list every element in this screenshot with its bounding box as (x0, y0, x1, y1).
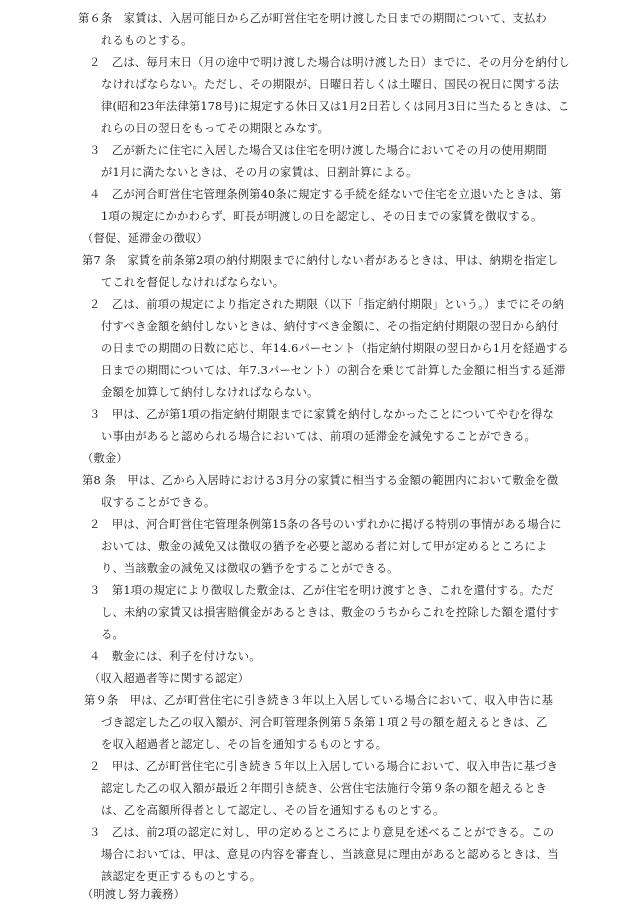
section-caption-akewatashi: （明渡し努力義務） (82, 888, 186, 901)
article-6-para-3-text: が1月に満たないときは、その月の家賃は、日割計算による。 (101, 166, 418, 179)
article-6-text: れるものとする。 (101, 34, 193, 47)
article-9-text: を収入超過者と認定し、その旨を通知するものとする。 (101, 738, 388, 751)
article-9-text: づき認定した乙の収入額が、河合町管理条例第５条第１項２号の額を超えるときは、乙 (101, 716, 548, 729)
article-9-para-3-text: 該認定を更正するものとする。 (101, 870, 262, 883)
article-6-para-2-text: なければならない。ただし、その期限が、日曜日若しくは土曜日、国民の祝日に関する法 (101, 78, 559, 91)
article-7-para-2-text: 付すべき金額を納付しないときは、納付すべき金額に、その指定納付期限の翌日から納付 (101, 320, 559, 333)
article-7-para-3: ３ 甲は、乙が第1項の指定納付期限までに家賃を納付しなかったことについてやむを得な (89, 408, 554, 421)
article-8-text: 収することができる。 (101, 496, 216, 509)
article-8-para-3-text: る。 (101, 628, 124, 641)
article-6-para-4: ４ 乙が河合町営住宅管理条例第40条に規定する手続を経ないで住宅を立退いたときは、第 (89, 188, 562, 201)
article-7-para-2: ２ 乙は、前項の規定により指定された期限（以下「指定納付期限」という。）までにその納 (89, 298, 565, 311)
article-8-para-3-text: し、未納の家賃又は損害賠償金があるときは、敷金のうちからこれを控除した額を還付す (101, 606, 559, 619)
article-8-heading: 第8 条 甲は、乙から入居時における3月分の家賃に相当する金額の範囲内において敷金を徴 (82, 474, 559, 487)
article-6-para-3: ３ 乙が新たに住宅に入居した場合又は住宅を明け渡した場合においてその月の使用期間 (89, 144, 547, 157)
section-caption-tokusoku: （督促、延滞金の徴収） (82, 232, 208, 245)
article-7-para-2-text: 日までの期間については、年7.3パーセント）の割合を乗じて計算した金額に相当する延滞 (101, 364, 566, 377)
article-7-text: てこれを督促しなければならない。 (101, 276, 285, 289)
article-6-para-4-text: 1項の規定にかかわらず、町長が明渡しの日を認定し、その日までの家賃を徴収する。 (101, 210, 543, 223)
article-8-para-4: ４ 敷金には、利子を付けない。 (89, 650, 261, 663)
article-9-para-2: ２ 甲は、乙が町営住宅に引き続き５年以上入居している場合において、収入申告に基づき (89, 760, 559, 773)
article-7-para-2-text: 金額を加算して納付しなければならない。 (101, 386, 319, 399)
article-8-para-3: ３ 第1項の規定により徴収した敷金は、乙が住宅を明け渡すとき、これを還付する。ただ (89, 584, 554, 597)
section-caption-shikikin: （敷金） (82, 452, 128, 465)
article-9-para-3: ３ 乙は、前2項の認定に対し、甲の定めるところにより意見を述べることができる。この (89, 826, 555, 839)
article-9-heading: 第９条 甲は、乙が町営住宅に引き続き３年以上入居している場合において、収入申告に基 (84, 694, 554, 707)
article-9-para-2-text: 認定した乙の収入額が最近２年間引き続き、公営住宅法施行令第９条の額を超えるとき (101, 782, 547, 795)
article-6-para-2-text: れらの日の翌日をもってその期限とみなす。 (101, 122, 330, 135)
article-8-para-2: ２ 甲は、河合町営住宅管理条例第15条の各号のいずれかに掲げる特別の事情がある場合に (89, 518, 562, 531)
article-8-para-2-text: り、当該敷金の減免又は徴収の猶予をすることができる。 (101, 562, 399, 575)
article-6-para-2: ２ 乙は、毎月末日（月の途中で明け渡した場合は明け渡した日）までに、その月分を納付し (89, 56, 570, 69)
article-7-para-3-text: い事由があると認められる場合においては、前項の延滞金を減免することができる。 (101, 430, 536, 443)
article-9-para-3-text: 場合においては、甲は、意見の内容を審査し、当該意見に理由があると認めるときは、当 (101, 848, 559, 861)
article-7-para-2-text: の日までの期間の日数に応じ、年14.6パーセント（指定納付期限の翌日から1月を経過する (101, 342, 569, 355)
article-9-para-2-text: は、乙を高額所得者として認定し、その旨を通知するものとする。 (101, 804, 445, 817)
article-6-para-2-text: 律(昭和23年法律第178号)に規定する休日又は1月2日若しくは同月3日に当たるときは、こ (101, 100, 570, 113)
section-caption-shunyu-choka: （収入超過者等に関する認定） (89, 672, 250, 685)
article-6-heading: 第６条 家賃は、入居可能日から乙が町営住宅を明け渡した日までの期間について、支払わ (78, 12, 547, 25)
article-8-para-2-text: おいては、敷金の減免又は徴収の猶予を必要と認める者に対して甲が定めるところによ (101, 540, 548, 553)
article-7-heading: 第7 条 家賃を前条第2項の納付期限までに納付しない者があるときは、甲は、納期を指定し (82, 254, 559, 267)
